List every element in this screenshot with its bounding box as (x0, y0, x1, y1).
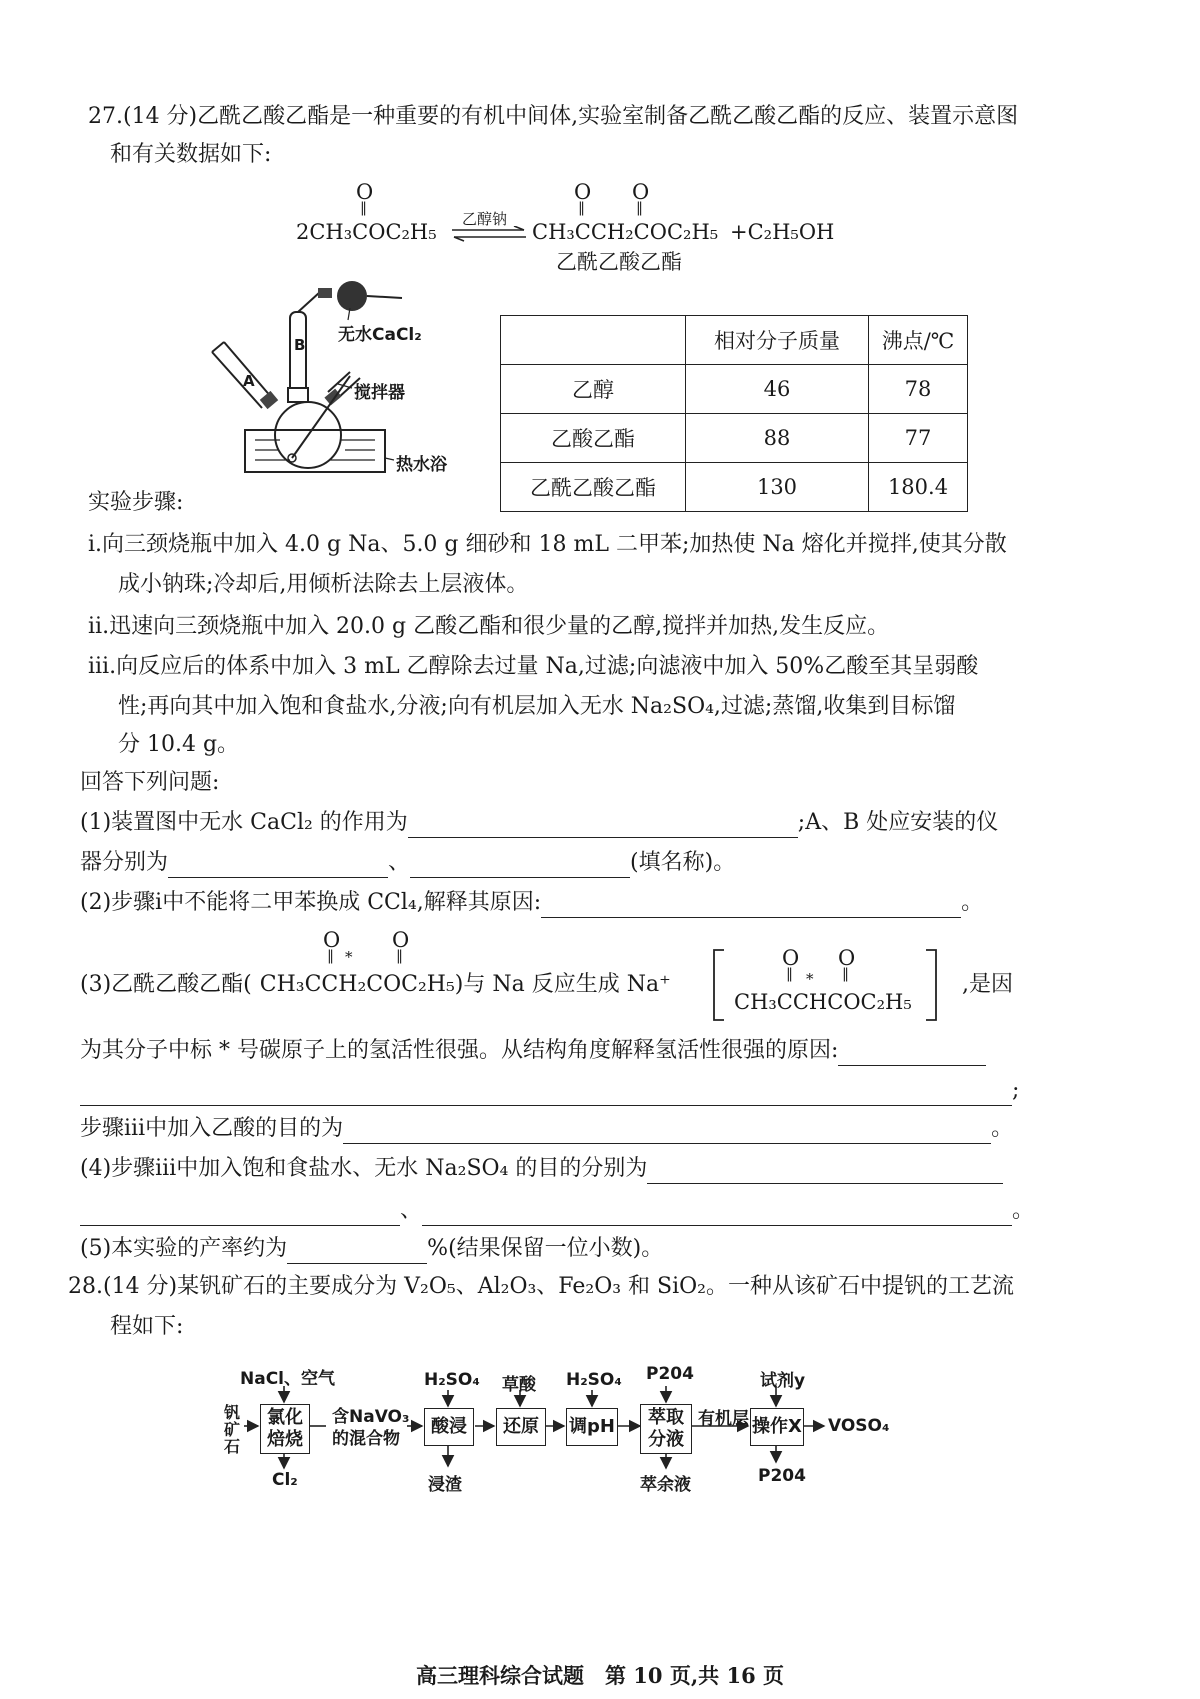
answer-blank[interactable] (343, 1121, 991, 1144)
o-label: O (356, 180, 374, 204)
q3-line4 (80, 1114, 1013, 1144)
table-cell: 46 (686, 365, 869, 414)
o-label: O (782, 946, 800, 970)
table-cell: 乙酸乙酯 (501, 414, 686, 463)
step3-line2: 性;再向其中加入饱和食盐水,分液;向有机层加入无水 Na₂SO₄,过滤;蒸馏,收集到目标馏 (118, 694, 956, 719)
step-operation-x: 操作X (750, 1408, 804, 1446)
q1-line1 (80, 808, 998, 838)
q3-end: 。 (991, 1116, 1014, 1141)
answer-blank[interactable] (422, 1203, 1012, 1226)
step3-line3: 分 10.4 g。 (118, 732, 240, 757)
q27-intro-line2: 和有关数据如下: (110, 142, 272, 167)
q1-text-a: (1)装置图中无水 CaCl₂ 的作用为 (80, 810, 408, 835)
label-a: A (243, 372, 255, 390)
answer-blank[interactable] (168, 855, 388, 878)
table-header-cell (501, 316, 686, 365)
q3-line2 (80, 1036, 986, 1066)
q28-intro-line2: 程如下: (110, 1314, 184, 1339)
input-reagent-y: 试剂y (760, 1371, 806, 1391)
ore-label: 钒矿石 (224, 1403, 241, 1456)
double-bond-mark: ‖ (786, 966, 793, 982)
o-label: O (323, 928, 341, 952)
step-reduction: 还原 (496, 1408, 546, 1446)
double-bond-mark: ‖ (396, 948, 403, 964)
answer-blank[interactable] (410, 855, 630, 878)
q5-text-b: %(结果保留一位小数)。 (427, 1236, 664, 1261)
table-cell: 180.4 (869, 463, 968, 512)
q2-line (80, 888, 983, 918)
answer-blank[interactable] (541, 895, 961, 918)
q3-line3 (80, 1076, 1019, 1106)
right-bracket-icon (924, 948, 938, 1022)
q4-line2 (80, 1196, 1034, 1226)
organic-layer-label: 有机层 (698, 1409, 749, 1429)
q1-text-d: 、 (388, 850, 411, 875)
page-footer: 高三理科综合试题 第 10 页,共 16 页 (415, 1663, 784, 1688)
step2-line: ⅱ.迅速向三颈烧瓶中加入 20.0 g 乙酸乙酯和很少量的乙醇,搅拌并加热,发生反应。 (88, 614, 890, 639)
output-raffinate: 萃余液 (640, 1475, 691, 1495)
input-h2so4: H₂SO₄ (424, 1370, 480, 1390)
table-header-cell: 沸点/℃ (869, 316, 968, 365)
q5-text-a: (5)本实验的产率约为 (80, 1236, 288, 1261)
o-label: O (838, 946, 856, 970)
table-row (501, 463, 968, 512)
q3-formula2: CH₃CCHCOC₂H₅ (734, 990, 912, 1014)
double-bond-mark: ‖ (327, 948, 334, 964)
q4-end: 。 (1012, 1198, 1035, 1223)
table-cell: 88 (686, 414, 869, 463)
q5-line (80, 1234, 663, 1264)
answer-blank[interactable] (80, 1083, 1012, 1106)
table-header-cell: 相对分子质量 (686, 316, 869, 365)
step-chlorination-roasting: 氯化焙烧 (260, 1404, 310, 1454)
table-row (501, 414, 968, 463)
table-cell: 乙酰乙酸乙酯 (501, 463, 686, 512)
product-name: 乙酰乙酸乙酯 (556, 250, 682, 274)
q1-text-c: 器分别为 (80, 850, 169, 875)
double-bond-mark: ‖ (360, 200, 367, 216)
input-nacl-air: NaCl、空气 (240, 1369, 336, 1389)
catalyst: 乙醇钠 (462, 210, 508, 228)
q2-end: 。 (961, 890, 984, 915)
input-oxalic-acid: 草酸 (502, 1375, 536, 1395)
table-header-row (501, 316, 968, 365)
output-residue: 浸渣 (428, 1475, 462, 1495)
data-table (500, 315, 968, 512)
stirrer-label: 搅拌器 (354, 383, 405, 403)
table-cell: 乙醇 (501, 365, 686, 414)
q3-text-d: 为其分子中标 * 号碳原子上的氢活性很强。从结构角度解释氢活性很强的原因: (80, 1038, 839, 1063)
answer-title: 回答下列问题: (80, 770, 220, 795)
table-row (501, 365, 968, 414)
double-bond-mark: ‖ (842, 966, 849, 982)
answer-blank[interactable] (647, 1161, 1003, 1184)
answer-blank[interactable] (80, 1203, 400, 1226)
o-label: O (632, 180, 650, 204)
q4-line1 (80, 1154, 1003, 1184)
q1-text-b: ;A、B 处应安装的仪 (797, 810, 999, 835)
steps-title: 实验步骤: (88, 490, 184, 515)
byproduct: +C₂H₅OH (730, 220, 835, 244)
product-voso4: VOSO₄ (828, 1416, 890, 1436)
q28-intro-line1: 28.(14 分)某钒矿石的主要成分为 V₂O₅、Al₂O₃、Fe₂O₃ 和 SiO₂。一种从该矿石中提钒的工艺流 (68, 1274, 1015, 1299)
table-cell: 78 (869, 365, 968, 414)
intermediate-navo3: 含NaVO₃的混合物 (332, 1407, 410, 1449)
reactant: 2CH₃COC₂H₅ (296, 220, 437, 244)
answer-blank[interactable] (287, 1241, 427, 1264)
left-bracket-icon (712, 948, 726, 1022)
label-b: B (294, 336, 306, 354)
step-extraction: 萃取分液 (640, 1404, 692, 1454)
step1-line1: ⅰ.向三颈烧瓶中加入 4.0 g Na、5.0 g 细砂和 18 mL 二甲苯;加热使 Na 熔化并搅拌,使其分散 (88, 532, 1007, 557)
q3-text-a: (3)乙酰乙酸乙酯( (80, 972, 252, 997)
step1-line2: 成小钠珠;冷却后,用倾析法除去上层液体。 (118, 572, 529, 597)
q3-formula1: CH₃CCH₂COC₂H₅ (259, 972, 455, 997)
step3-line1: ⅲ.向反应后的体系中加入 3 mL 乙醇除去过量 Na,过滤;向滤液中加入 50%乙酸至其呈弱酸 (88, 654, 979, 679)
q27-intro-line1: 27.(14 分)乙酰乙酸乙酯是一种重要的有机中间体,实验室制备乙酰乙酸乙酯的反应、装置示意图 (88, 104, 1019, 129)
step-adjust-ph: 调pH (566, 1408, 618, 1446)
q1-line2 (80, 848, 735, 878)
q3-line1 (80, 970, 671, 1000)
equilibrium-arrow-icon (450, 226, 528, 242)
step-acid-leach: 酸浸 (424, 1408, 474, 1446)
double-bond-mark: ‖ (636, 200, 643, 216)
o-label: O (574, 180, 592, 204)
double-bond-mark: ‖ (578, 200, 585, 216)
q3-text-c: ,是因 (962, 972, 1013, 997)
output-p204: P204 (758, 1466, 806, 1486)
input-h2so4: H₂SO₄ (566, 1370, 622, 1390)
star-mark: * (806, 970, 814, 988)
o-label: O (392, 928, 410, 952)
answer-blank[interactable] (838, 1043, 986, 1066)
q1-text-e: (填名称)。 (630, 850, 736, 875)
q4-text: (4)步骤ⅲ中加入饱和食盐水、无水 Na₂SO₄ 的目的分别为 (80, 1156, 648, 1181)
table-cell: 130 (686, 463, 869, 512)
table-cell: 77 (869, 414, 968, 463)
cacl2-label: 无水CaCl₂ (338, 325, 422, 345)
bath-label: 热水浴 (396, 455, 447, 475)
q3-semi: ; (1012, 1078, 1020, 1103)
output-cl2: Cl₂ (272, 1470, 298, 1490)
q3-text-e: 步骤ⅲ中加入乙酸的目的为 (80, 1116, 344, 1141)
q2-text: (2)步骤ⅰ中不能将二甲苯换成 CCl₄,解释其原因: (80, 890, 542, 915)
input-p204: P204 (646, 1364, 694, 1384)
answer-blank[interactable] (408, 815, 798, 838)
q4-sep: 、 (400, 1198, 423, 1223)
star-mark: * (345, 948, 353, 966)
product: CH₃CCH₂COC₂H₅ (532, 220, 719, 244)
q3-text-b: )与 Na 反应生成 Na⁺ (454, 972, 671, 997)
